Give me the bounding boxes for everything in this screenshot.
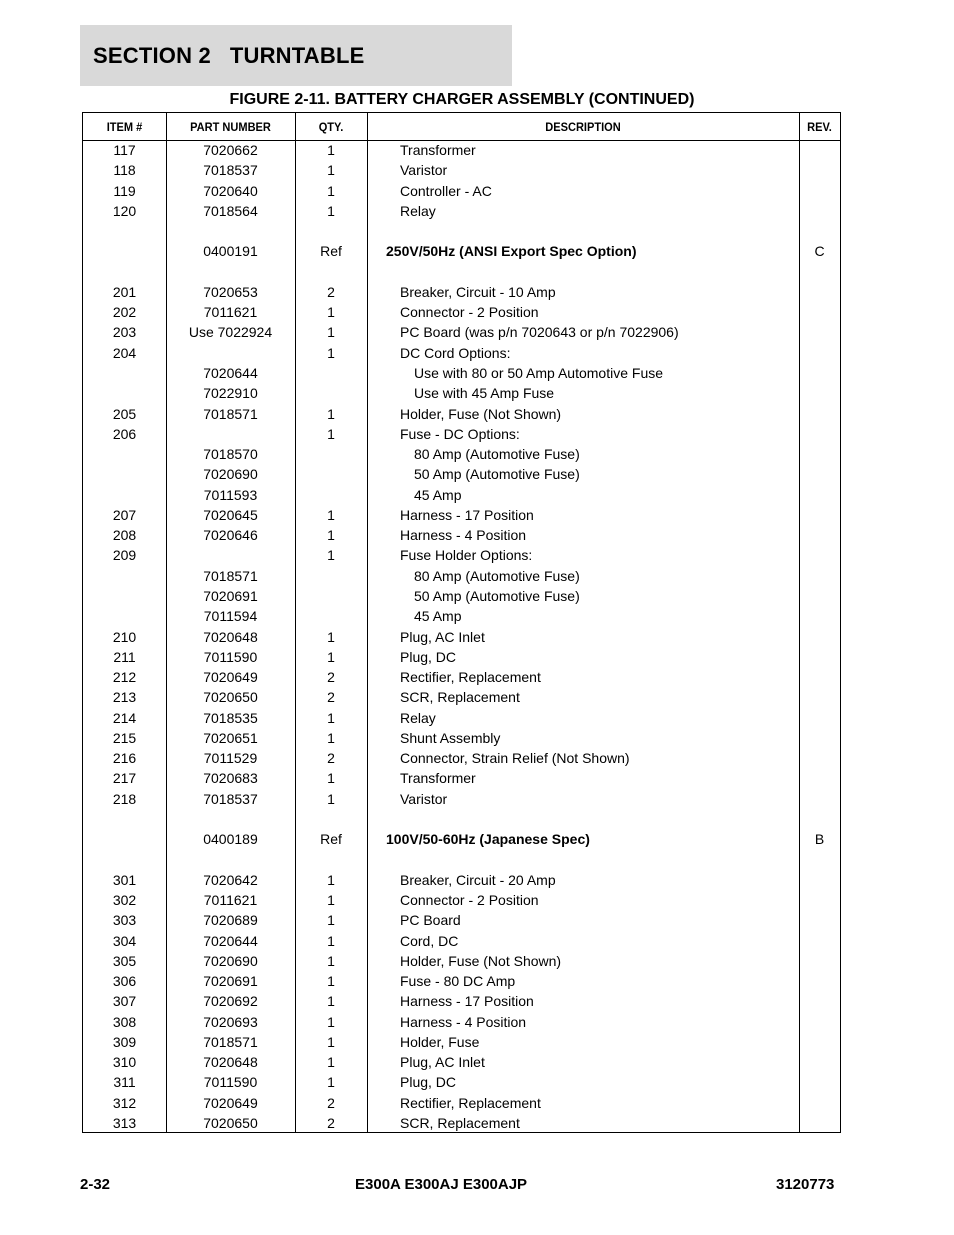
- item-number: 310: [112, 1054, 137, 1071]
- table-row: [83, 140, 840, 160]
- column-header-rev: REV.: [807, 119, 832, 134]
- table-row: [83, 322, 840, 342]
- description: Connector - 2 Position: [400, 892, 539, 908]
- description: SCR, Replacement: [400, 1115, 520, 1131]
- description: Holder, Fuse (Not Shown): [400, 952, 562, 969]
- part-number: 7018537: [203, 790, 258, 807]
- column-header-part-number: PART NUMBER: [190, 119, 271, 134]
- parts-table: [82, 112, 841, 1133]
- item-number: 313: [112, 1115, 137, 1131]
- quantity: 1: [327, 425, 335, 442]
- table-row: [83, 971, 840, 991]
- quantity: 1: [327, 729, 335, 746]
- table-row: [83, 606, 840, 626]
- part-number: 7020649: [203, 669, 258, 685]
- column-header-qty: QTY.: [318, 119, 344, 134]
- description: Holder, Fuse (Not Shown): [400, 405, 562, 422]
- table-row: [83, 160, 840, 180]
- part-number: 7011594: [203, 608, 258, 625]
- part-number: 7020646: [203, 527, 258, 544]
- item-number: 209: [112, 547, 137, 564]
- assembly-heading-row: [83, 241, 840, 261]
- part-number: 7020690: [203, 466, 258, 483]
- table-row: [83, 708, 840, 728]
- table-row: [83, 931, 840, 951]
- quantity: 1: [327, 527, 335, 544]
- part-number: 7020690: [203, 952, 258, 969]
- description: 50 Amp (Automotive Fuse): [414, 466, 580, 483]
- part-number: 0400189: [203, 831, 258, 848]
- table-row: [83, 951, 840, 971]
- description: Plug, DC: [400, 648, 457, 665]
- table-row: [83, 870, 840, 890]
- description: Plug, DC: [400, 1074, 457, 1091]
- part-number: 7020650: [203, 1115, 258, 1131]
- quantity: 1: [327, 892, 335, 908]
- table-row: [83, 789, 840, 809]
- description: PC Board (was p/n 7020643 or p/n 7022906): [400, 324, 679, 341]
- quantity: 1: [327, 709, 335, 726]
- part-number: 7018571: [203, 1033, 258, 1050]
- description: Rectifier, Replacement: [400, 669, 541, 685]
- quantity: Ref: [320, 243, 342, 260]
- quantity: 2: [327, 669, 335, 685]
- part-number: 0400191: [203, 243, 258, 260]
- item-number: 117: [113, 142, 136, 158]
- part-number: Use 7022924: [188, 324, 273, 341]
- item-number: 217: [112, 770, 137, 787]
- assembly-heading-row: [83, 829, 840, 849]
- quantity: 1: [327, 912, 335, 929]
- part-number: 7020692: [203, 993, 258, 1010]
- table-row: [83, 748, 840, 768]
- item-number: 120: [112, 202, 137, 219]
- item-number: 203: [112, 324, 137, 341]
- table-row: [83, 525, 840, 545]
- quantity: 1: [327, 162, 335, 179]
- item-number: 302: [112, 892, 137, 908]
- description: Fuse Holder Options:: [400, 547, 533, 564]
- description: Relay: [400, 202, 436, 219]
- table-row: [83, 383, 840, 403]
- part-number: 7020651: [203, 729, 258, 746]
- part-number: 7020648: [203, 1054, 258, 1071]
- table-row: [83, 1012, 840, 1032]
- part-number: 7018571: [203, 405, 258, 422]
- table-row: [83, 404, 840, 424]
- quantity: 1: [327, 770, 335, 787]
- item-number: 218: [112, 790, 137, 807]
- part-number: 7020650: [203, 689, 258, 706]
- table-row: [83, 485, 840, 505]
- table-row: [83, 1052, 840, 1072]
- description: Harness - 4 Position: [400, 527, 527, 544]
- part-number: 7020691: [203, 587, 258, 604]
- quantity: Ref: [320, 831, 342, 848]
- section-title: SECTION 2 TURNTABLE: [93, 42, 365, 68]
- table-row: [83, 464, 840, 484]
- part-number: 7020644: [203, 932, 258, 949]
- table-row: [83, 1113, 840, 1133]
- table-row: [83, 302, 840, 322]
- item-number: 305: [112, 952, 137, 969]
- column-header-item: ITEM #: [106, 119, 143, 134]
- quantity: 1: [327, 506, 335, 523]
- description: Plug, AC Inlet: [400, 628, 485, 645]
- part-number: 7011593: [203, 486, 258, 503]
- table-row: [83, 728, 840, 748]
- quantity: 1: [327, 648, 335, 665]
- item-number: 204: [112, 344, 137, 361]
- document-number: 3120773: [776, 1176, 835, 1193]
- description: Use with 45 Amp Fuse: [414, 385, 555, 402]
- item-number: 307: [112, 993, 137, 1010]
- description: 45 Amp: [414, 608, 462, 625]
- part-number: 7020689: [203, 912, 258, 929]
- page-number: 2-32: [80, 1176, 111, 1193]
- item-number: 119: [113, 182, 136, 199]
- item-number: 202: [112, 304, 137, 321]
- item-number: 308: [112, 1013, 137, 1030]
- table-row: [83, 363, 840, 383]
- item-number: 309: [112, 1033, 137, 1050]
- description: PC Board: [400, 912, 461, 929]
- table-row: [83, 910, 840, 930]
- description: Connector - 2 Position: [400, 304, 539, 321]
- quantity: 1: [327, 324, 335, 341]
- table-row: [83, 343, 840, 363]
- table-row: [83, 687, 840, 707]
- description: 45 Amp: [414, 486, 462, 503]
- part-number: 7020645: [203, 506, 258, 523]
- revision: B: [814, 831, 825, 848]
- part-number: 7020691: [203, 973, 258, 990]
- quantity: 1: [327, 932, 335, 949]
- description: Harness - 17 Position: [400, 506, 534, 523]
- part-number: 7020649: [203, 1094, 258, 1111]
- quantity: 1: [327, 628, 335, 645]
- quantity: 1: [327, 1013, 335, 1030]
- section-header: [80, 25, 512, 86]
- part-number: 7011621: [203, 304, 258, 321]
- description: 250V/50Hz (ANSI Export Spec Option): [386, 243, 637, 260]
- item-number: 213: [112, 689, 137, 706]
- quantity: 1: [327, 1074, 335, 1091]
- part-number: 7018535: [203, 709, 258, 726]
- table-row: [83, 566, 840, 586]
- item-number: 210: [112, 628, 137, 645]
- table-row: [83, 667, 840, 687]
- description: SCR, Replacement: [400, 689, 520, 706]
- item-number: 215: [112, 729, 137, 746]
- item-number: 208: [112, 527, 137, 544]
- model-list: E300A E300AJ E300AJP: [355, 1176, 528, 1193]
- item-number: 207: [112, 506, 137, 523]
- description: Holder, Fuse: [400, 1033, 480, 1050]
- quantity: 1: [327, 547, 335, 564]
- description: Breaker, Circuit - 20 Amp: [400, 871, 556, 888]
- description: Varistor: [400, 162, 448, 179]
- quantity: 1: [327, 871, 335, 888]
- item-number: 212: [112, 669, 137, 685]
- description: Connector, Strain Relief (Not Shown): [400, 750, 630, 767]
- part-number: 7018564: [203, 202, 258, 219]
- table-row: [83, 1093, 840, 1113]
- item-number: 201: [112, 283, 137, 300]
- table-row: [83, 505, 840, 525]
- table-row: [83, 545, 840, 565]
- description: Varistor: [400, 790, 448, 807]
- description: Harness - 17 Position: [400, 993, 534, 1010]
- table-row: [83, 647, 840, 667]
- part-number: 7020644: [203, 365, 258, 381]
- part-number: 7022910: [203, 385, 258, 402]
- table-row: [83, 768, 840, 788]
- table-row: [83, 627, 840, 647]
- item-number: 311: [113, 1074, 136, 1091]
- description: 50 Amp (Automotive Fuse): [414, 587, 580, 604]
- item-number: 211: [113, 648, 136, 665]
- description: Rectifier, Replacement: [400, 1094, 541, 1111]
- description: Shunt Assembly: [400, 729, 501, 746]
- part-number: 7011621: [203, 892, 258, 908]
- quantity: 2: [327, 750, 335, 767]
- quantity: 2: [327, 1094, 335, 1111]
- description: 80 Amp (Automotive Fuse): [414, 567, 580, 584]
- table-row: [83, 586, 840, 606]
- description: Harness - 4 Position: [400, 1013, 527, 1030]
- part-number: 7020683: [203, 770, 258, 787]
- part-number: 7020653: [203, 283, 258, 300]
- part-number: 7018537: [203, 162, 258, 179]
- quantity: 1: [327, 142, 335, 158]
- description: Fuse - 80 DC Amp: [400, 973, 516, 990]
- item-number: 206: [112, 425, 137, 442]
- item-number: 301: [112, 871, 137, 888]
- quantity: 1: [327, 1033, 335, 1050]
- table-row: [83, 991, 840, 1011]
- table-row: [83, 444, 840, 464]
- description: Use with 80 or 50 Amp Automotive Fuse: [414, 365, 664, 381]
- part-number: 7011590: [203, 1074, 258, 1091]
- quantity: 1: [327, 405, 335, 422]
- part-number: 7020662: [203, 142, 258, 158]
- quantity: 1: [327, 973, 335, 990]
- item-number: 205: [112, 405, 137, 422]
- description: Transformer: [400, 142, 476, 158]
- part-number: 7020648: [203, 628, 258, 645]
- quantity: 1: [327, 344, 335, 361]
- table-row: [83, 282, 840, 302]
- part-number: 7020640: [203, 182, 258, 199]
- quantity: 1: [327, 993, 335, 1010]
- item-number: 214: [112, 709, 137, 726]
- description: 80 Amp (Automotive Fuse): [414, 446, 580, 463]
- description: 100V/50-60Hz (Japanese Spec): [386, 831, 590, 848]
- column-header-description: DESCRIPTION: [545, 119, 621, 134]
- description: Breaker, Circuit - 10 Amp: [400, 283, 556, 300]
- table-row: [83, 1032, 840, 1052]
- quantity: 2: [327, 1115, 335, 1131]
- quantity: 2: [327, 689, 335, 706]
- quantity: 1: [327, 952, 335, 969]
- part-number: 7011529: [203, 750, 258, 767]
- item-number: 303: [112, 912, 137, 929]
- quantity: 2: [327, 283, 335, 300]
- table-row: [83, 890, 840, 910]
- revision: C: [814, 243, 825, 260]
- item-number: 304: [112, 932, 137, 949]
- part-number: 7020693: [203, 1013, 258, 1030]
- description: DC Cord Options:: [400, 344, 511, 361]
- part-number: 7018570: [203, 446, 258, 463]
- description: Transformer: [400, 770, 476, 787]
- table-row: [83, 201, 840, 221]
- quantity: 1: [327, 304, 335, 321]
- description: Fuse - DC Options:: [400, 425, 520, 442]
- part-number: 7018571: [203, 567, 258, 584]
- quantity: 1: [327, 790, 335, 807]
- item-number: 216: [112, 750, 137, 767]
- table-row: [83, 181, 840, 201]
- table-row: [83, 1072, 840, 1092]
- description: Cord, DC: [400, 932, 459, 949]
- description: Relay: [400, 709, 436, 726]
- quantity: 1: [327, 202, 335, 219]
- quantity: 1: [327, 1054, 335, 1071]
- part-number: 7011590: [203, 648, 258, 665]
- item-number: 312: [112, 1094, 137, 1111]
- item-number: 118: [113, 162, 136, 179]
- figure-title: FIGURE 2-11. BATTERY CHARGER ASSEMBLY (CONTINUED): [229, 91, 695, 108]
- quantity: 1: [327, 182, 335, 199]
- item-number: 306: [112, 973, 137, 990]
- part-number: 7020642: [203, 871, 258, 888]
- description: Controller - AC: [400, 182, 492, 199]
- table-row: [83, 424, 840, 444]
- description: Plug, AC Inlet: [400, 1054, 485, 1071]
